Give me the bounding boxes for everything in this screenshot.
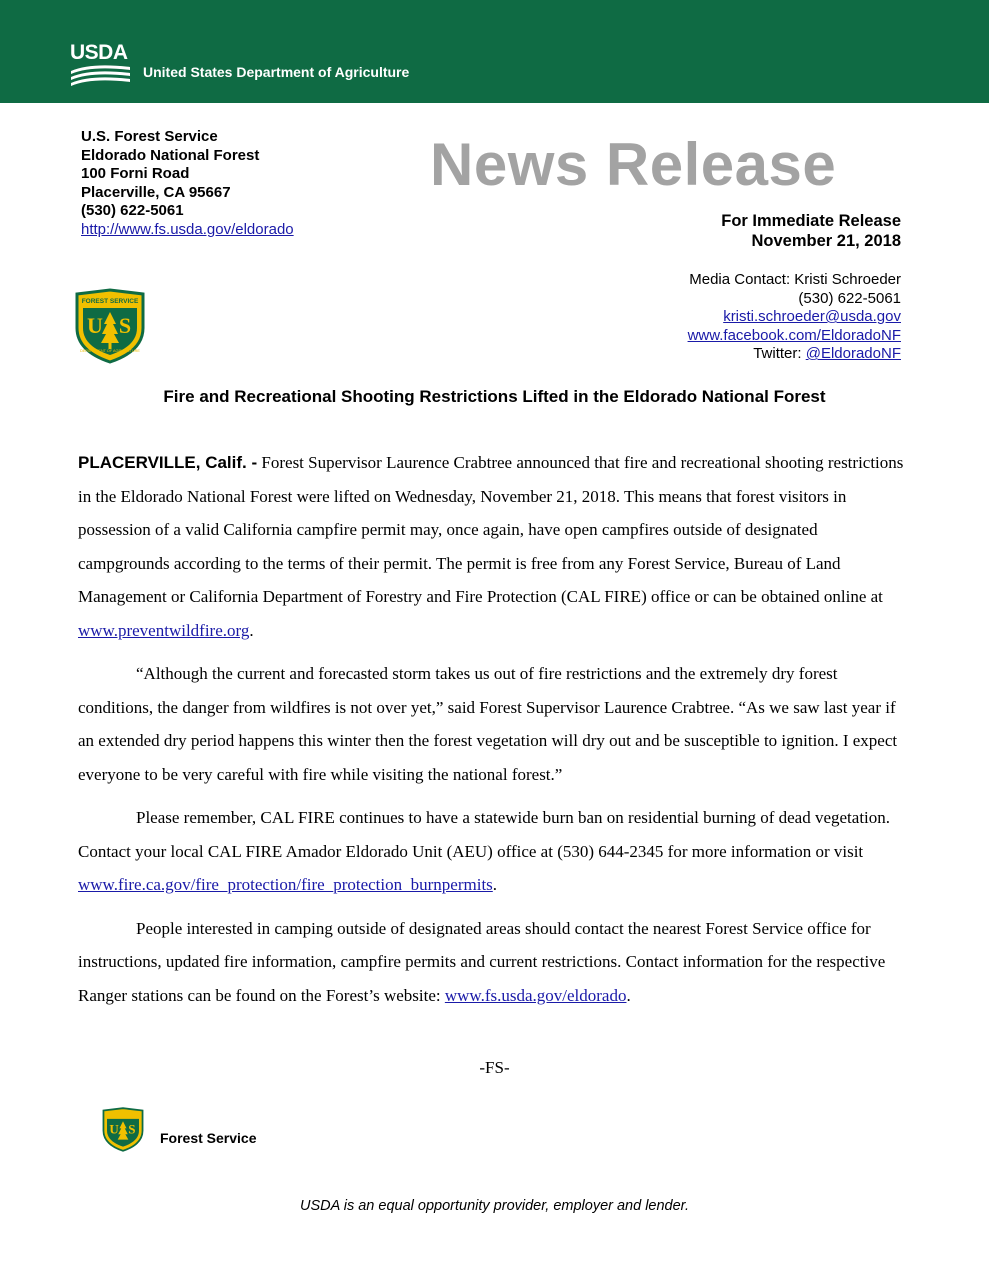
- release-date: November 21, 2018: [751, 232, 901, 250]
- address-agency: U.S. Forest Service: [81, 128, 218, 145]
- contact-phone: (530) 622-5061: [798, 289, 901, 307]
- address-unit: Eldorado National Forest: [81, 146, 260, 164]
- address-street: 100 Forni Road: [81, 165, 190, 182]
- article-body: [78, 446, 910, 1022]
- address-phone: (530) 622-5061: [81, 202, 184, 219]
- contact-name: Media Contact: Kristi Schroeder: [689, 271, 901, 288]
- svg-text:U: U: [87, 313, 103, 338]
- forest-service-shield-small-icon: [101, 1107, 145, 1152]
- paragraph-2: [78, 657, 910, 791]
- address-city: Placerville, CA 95667: [81, 183, 231, 201]
- forest-service-shield-icon: [73, 288, 147, 364]
- address-url-link[interactable]: http://www.fs.usda.gov/eldorado: [81, 220, 294, 238]
- usda-banner: [0, 0, 989, 103]
- paragraph-2-text: “Although the current and forecasted storm takes us out of fire restrictions and the extremely dry forest conditions, the danger from wildfires is not over yet,” said Forest Supervisor Laurence Crabtree. “As we saw last year if an extended dry period happens this winter then the forest vegetation will dry out and be susceptible to ignition. I expect everyone to be very careful with fire while visiting the national forest.”: [78, 664, 898, 784]
- paragraph-4-end: .: [626, 985, 631, 1005]
- paragraph-3-text: Please remember, CAL FIRE continues to have a statewide burn ban on residential burning of dead vegetation. Contact your local CAL FIRE Amador Eldorado Unit (AEU) office at (530) 644-2345 for more information or visit: [78, 808, 891, 861]
- svg-text:FOREST SERVICE: FOREST SERVICE: [81, 298, 139, 305]
- release-info: [721, 211, 901, 251]
- release-type: For Immediate Release: [721, 212, 901, 230]
- department-name: United States Department of Agriculture: [143, 64, 410, 80]
- paragraph-1-text: Forest Supervisor Laurence Crabtree announced that fire and recreational shooting restrictions in the Eldorado National Forest were lifted on Wednesday, November 21, 2018. This means that forest visitors in possession of a valid California campfire permit may, once again, have open campfires outside of designated campgrounds according to the terms of their permit. The permit is free from any Forest Service, Bureau of Land Management or California Department of Forestry and Fire Protection (CAL FIRE) office or can be obtained online at: [78, 453, 904, 606]
- svg-text:DEPARTMENT OF AGRICULTURE: DEPARTMENT OF AGRICULTURE: [80, 349, 140, 353]
- preventwildfire-link[interactable]: www.preventwildfire.org: [78, 620, 250, 640]
- svg-text:S: S: [128, 1121, 136, 1137]
- eldorado-website-link[interactable]: www.fs.usda.gov/eldorado: [444, 985, 627, 1005]
- svg-text:S: S: [118, 313, 132, 338]
- footer-agency: Forest Service: [160, 1130, 257, 1146]
- paragraph-4-text: People interested in camping outside of designated areas should contact the nearest Forest Service office for instructions, updated fire information, campfire permits and current restrictions. Contact information for the respective Ranger stations can be found on the Forest’s website:: [78, 918, 886, 1005]
- page-title: News Release: [430, 131, 837, 198]
- svg-text:U: U: [109, 1121, 119, 1137]
- equal-opportunity-statement: USDA is an equal opportunity provider, employer and lender.: [299, 1198, 690, 1214]
- office-address: [81, 128, 294, 239]
- end-mark: -FS-: [479, 1058, 510, 1077]
- paragraph-3-end: .: [492, 875, 498, 894]
- facebook-link[interactable]: www.facebook.com/EldoradoNF: [687, 326, 901, 344]
- contact-email-link[interactable]: kristi.schroeder@usda.gov: [723, 308, 901, 325]
- media-contact: [688, 271, 901, 364]
- paragraph-1: [78, 446, 910, 647]
- burnpermits-link[interactable]: www.fire.ca.gov/fire_protection/fire_protection_burnpermits: [78, 875, 493, 894]
- twitter-link[interactable]: @EldoradoNF: [805, 345, 901, 362]
- usda-wordmark: USDA: [70, 41, 128, 64]
- dateline: PLACERVILLE, Calif. -: [78, 453, 258, 472]
- paragraph-3: [78, 801, 910, 902]
- paragraph-1-end: .: [249, 620, 254, 640]
- paragraph-4: [78, 912, 910, 1013]
- headline: Fire and Recreational Shooting Restrictions Lifted in the Eldorado National Forest: [163, 387, 826, 406]
- twitter-label: Twitter:: [753, 345, 802, 362]
